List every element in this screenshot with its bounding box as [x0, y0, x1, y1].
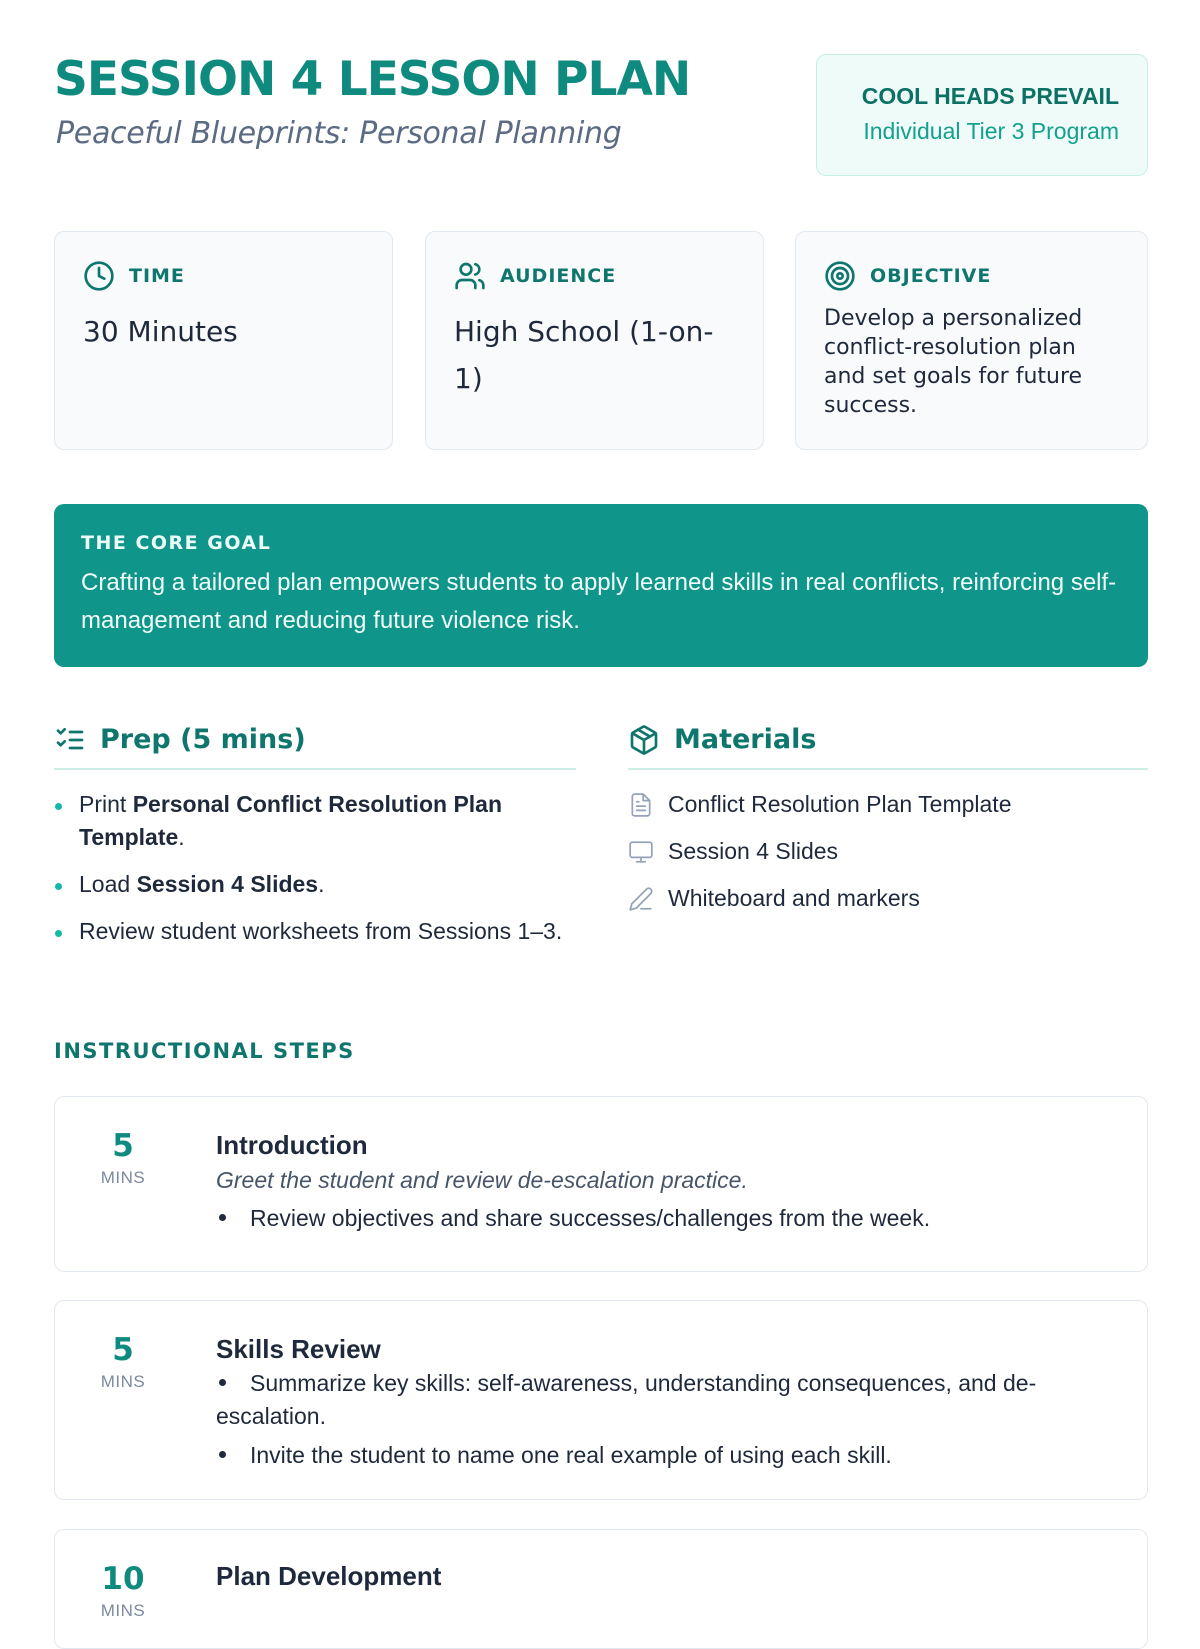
- core-goal-text: Crafting a tailored plan empowers students to apply learned skills in real conflicts, reinforcing self-management and reducing future violence risk.: [81, 569, 1117, 634]
- step-card: [54, 1529, 1148, 1649]
- list-item: Whiteboard and markers: [628, 882, 1148, 915]
- list-item: Print Personal Conflict Resolution Plan Template.: [54, 788, 576, 854]
- monitor-icon: [628, 839, 654, 865]
- list-item: Invite the student to name one real example of using each skill.: [216, 1439, 1107, 1472]
- core-goal-label: THE CORE GOAL: [81, 532, 272, 554]
- checklist-icon: [54, 724, 86, 756]
- prep-title: Prep (5 mins): [100, 724, 306, 755]
- step-duration: 10 MINS: [100, 1561, 146, 1620]
- step-bullets: [216, 1367, 1107, 1472]
- list-item: Conflict Resolution Plan Template: [628, 788, 1148, 821]
- step-title: Introduction: [216, 1130, 368, 1160]
- materials-section-header: [628, 722, 1148, 770]
- target-icon: [824, 260, 856, 292]
- audience-card: [425, 231, 764, 450]
- step-title: Plan Development: [216, 1561, 442, 1591]
- step-card: [54, 1300, 1148, 1500]
- list-item: Load Session 4 Slides.: [54, 868, 576, 901]
- objective-card: [795, 231, 1148, 450]
- time-label: TIME: [129, 265, 185, 287]
- audience-value: High School (1-on-1): [454, 315, 714, 395]
- list-item: Review objectives and share successes/challenges from the week.: [216, 1202, 1107, 1235]
- steps-heading: INSTRUCTIONAL STEPS: [54, 1039, 355, 1063]
- program-name: COOL HEADS PREVAIL: [861, 83, 1119, 109]
- materials-title: Materials: [674, 724, 817, 755]
- time-value: 30 Minutes: [83, 315, 238, 348]
- page-header: [54, 52, 1148, 180]
- document-icon: [628, 792, 654, 818]
- pen-icon: [628, 886, 654, 912]
- core-goal-banner: [54, 504, 1148, 667]
- step-title: Skills Review: [216, 1334, 381, 1364]
- program-tier: Individual Tier 3 Program: [863, 118, 1119, 144]
- step-description: Greet the student and review de-escalation practice.: [216, 1167, 748, 1193]
- users-icon: [454, 260, 486, 292]
- materials-list: [628, 788, 1148, 929]
- info-cards: [54, 231, 1148, 450]
- step-duration: 5 MINS: [100, 1128, 146, 1187]
- package-icon: [628, 724, 660, 756]
- objective-label: OBJECTIVE: [870, 265, 992, 287]
- step-card: [54, 1096, 1148, 1272]
- audience-label: AUDIENCE: [500, 265, 617, 287]
- step-bullets: [216, 1202, 1107, 1235]
- page-subtitle: Peaceful Blueprints: Personal Planning: [56, 116, 622, 151]
- list-item: Summarize key skills: self-awareness, understanding consequences, and de-escalation.: [216, 1370, 1037, 1429]
- page-title: SESSION 4 LESSON PLAN: [54, 52, 691, 107]
- step-duration: 5 MINS: [100, 1332, 146, 1391]
- clock-icon: [83, 260, 115, 292]
- list-item: Review student worksheets from Sessions 1–3.: [54, 915, 576, 948]
- time-card: [54, 231, 393, 450]
- objective-value: Develop a personalized conflict-resolution plan and set goals for future success.: [824, 306, 1083, 418]
- prep-section-header: [54, 722, 576, 770]
- list-item: Session 4 Slides: [628, 835, 1148, 868]
- program-badge: [816, 54, 1148, 176]
- prep-list: [54, 788, 576, 962]
